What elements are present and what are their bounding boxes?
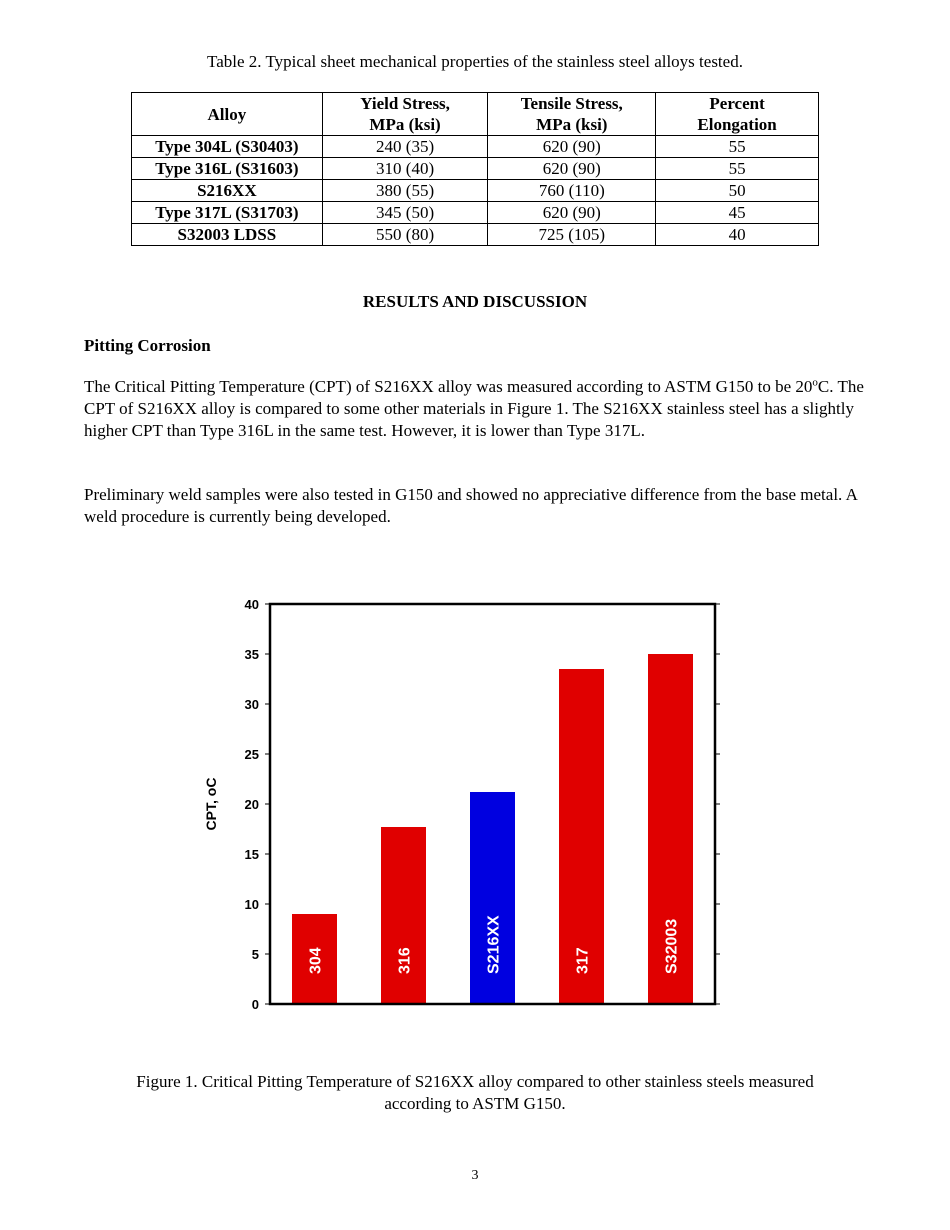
table-cell: 380 (55): [322, 180, 488, 202]
page-number: 3: [471, 1168, 479, 1183]
table-cell: 40: [656, 224, 819, 246]
table-cell: 55: [656, 158, 819, 180]
table-row: [132, 180, 819, 202]
table-row: [132, 202, 819, 224]
table-cell: 620 (90): [488, 202, 656, 224]
table-cell: 45: [656, 202, 819, 224]
table-row: [132, 136, 819, 158]
y-tick-label: 20: [244, 797, 259, 812]
bar-label: 304: [307, 947, 325, 974]
table-cell-alloy: S216XX: [132, 180, 323, 202]
bar-316: [381, 827, 426, 1004]
paragraph-weld: Preliminary weld samples were also tested in G150 and showed no appreciative difference from the base metal. A weld procedure is currently being developed.: [84, 485, 857, 526]
table-header-row: [132, 93, 819, 136]
table-cell-alloy: Type 317L (S31703): [132, 202, 323, 224]
header-alloy: Alloy: [132, 93, 323, 136]
table-row: [132, 224, 819, 246]
bar-label: 317: [574, 947, 592, 974]
bar-label: S216XX: [485, 915, 503, 974]
table-caption: Table 2. Typical sheet mechanical properties of the stainless steel alloys tested.: [207, 52, 743, 71]
table-cell-alloy: Type 316L (S31603): [132, 158, 323, 180]
table-cell: 50: [656, 180, 819, 202]
y-tick-label: 30: [244, 697, 259, 712]
y-tick-label: 40: [244, 597, 259, 612]
y-tick-label: 35: [244, 647, 259, 662]
table-cell: 240 (35): [322, 136, 488, 158]
paragraph-cpt: The Critical Pitting Temperature (CPT) of S216XX alloy was measured according to ASTM G150 to be 20$^o$C. The CPT of S216XX alloy is compared to some other materials in Figure 1. The S216XX stainless steel has a slightly higher CPT than Type 316L in the same test. However, it is lower than Type 317L.: [84, 376, 864, 440]
table-cell: 725 (105): [488, 224, 656, 246]
bar-label: S32003: [663, 918, 681, 974]
cpt-bar-chart: [190, 590, 730, 1020]
y-tick-label: 0: [251, 997, 259, 1012]
header-yield-stress: Yield Stress, MPa (ksi): [322, 93, 488, 136]
table-cell-alloy: Type 304L (S30403): [132, 136, 323, 158]
y-tick-label: 25: [244, 747, 259, 762]
section-heading: RESULTS AND DISCUSSION: [362, 292, 588, 311]
table-cell: 55: [656, 136, 819, 158]
header-elongation: Percent Elongation: [656, 93, 819, 136]
table-cell: 620 (90): [488, 158, 656, 180]
bar-label: 316: [396, 947, 414, 974]
subsection-heading: Pitting Corrosion: [84, 336, 211, 355]
table-cell: 620 (90): [488, 136, 656, 158]
table-cell: 345 (50): [322, 202, 488, 224]
table-cell: 760 (110): [488, 180, 656, 202]
y-tick-label: 15: [244, 847, 259, 862]
table-row: [132, 158, 819, 180]
table-cell-alloy: S32003 LDSS: [132, 224, 323, 246]
figure-caption: Figure 1. Critical Pitting Temperature of S216XX alloy compared to other stainless steels measured according to ASTM G150.: [136, 1072, 814, 1113]
y-tick-label: 10: [244, 897, 259, 912]
y-tick-label: 5: [251, 947, 259, 962]
header-tensile-stress: Tensile Stress, MPa (ksi): [488, 93, 656, 136]
y-axis-label: CPT, oC: [203, 777, 219, 831]
table-cell: 550 (80): [322, 224, 488, 246]
mechanical-properties-table: [131, 92, 819, 246]
table-cell: 310 (40): [322, 158, 488, 180]
